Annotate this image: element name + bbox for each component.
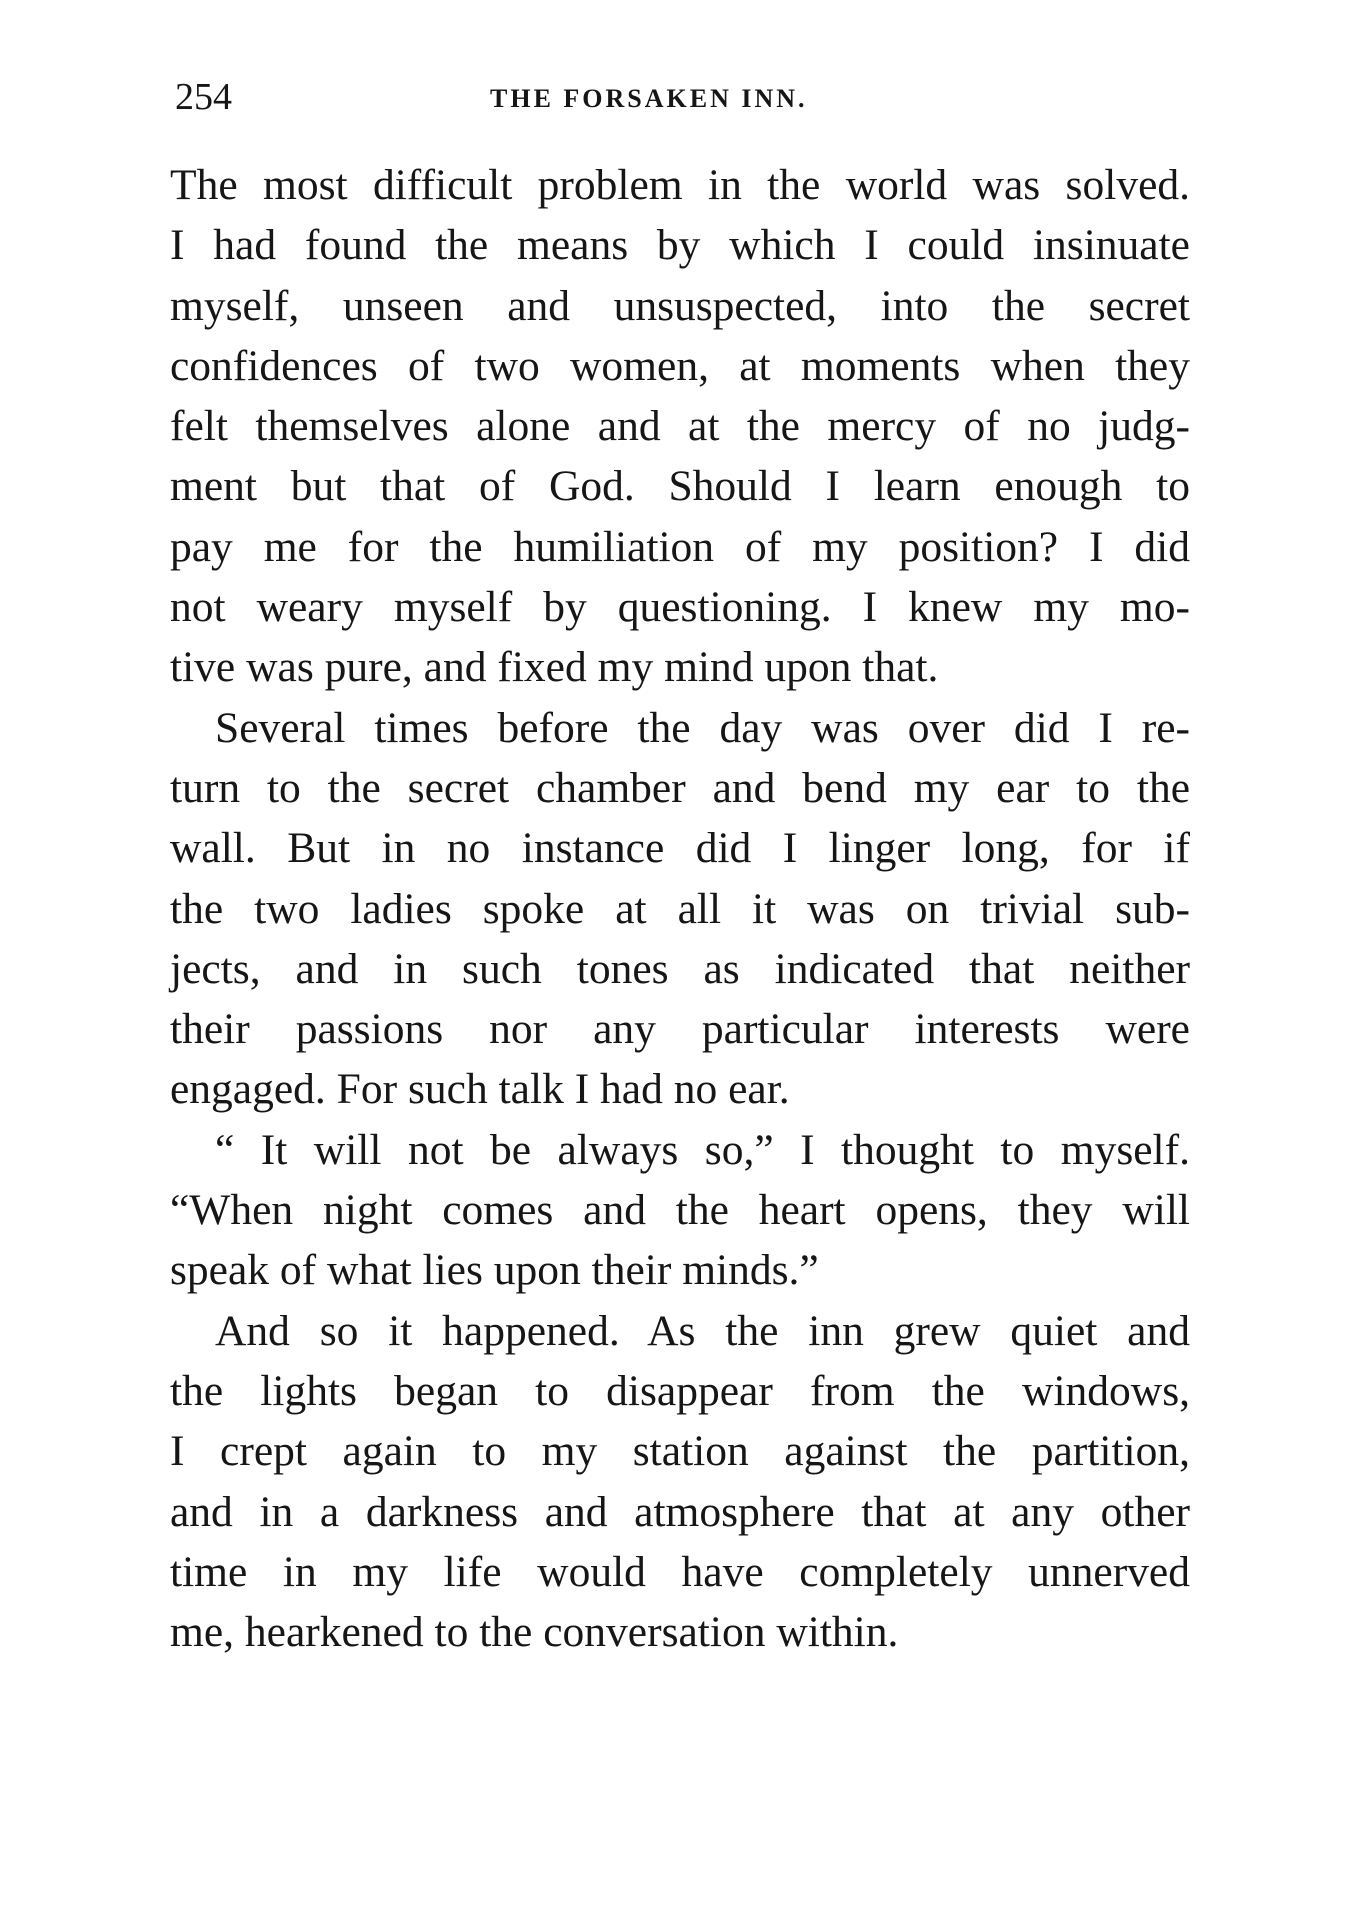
text-line: their passions nor any particular interests were bbox=[170, 1005, 1190, 1054]
text-line: Several times before the day was over did I re- bbox=[215, 703, 1190, 752]
text-line: myself, unseen and unsuspected, into the secret bbox=[170, 281, 1190, 330]
body-text bbox=[170, 155, 1190, 1662]
text-line: And so it happened. As the inn grew quiet and bbox=[215, 1306, 1190, 1355]
text-line: and in a darkness and atmosphere that at any other bbox=[170, 1487, 1190, 1536]
text-line: “When night comes and the heart opens, they will bbox=[170, 1186, 1190, 1235]
text-line: wall. But in no instance did I linger long, for if bbox=[170, 824, 1190, 873]
text-line: the two ladies spoke at all it was on trivial sub- bbox=[170, 884, 1190, 933]
text-line: I had found the means by which I could insinuate bbox=[170, 221, 1190, 270]
paragraph-4 bbox=[170, 1301, 1190, 1663]
text-line: confidences of two women, at moments when they bbox=[170, 341, 1190, 390]
paragraph-2 bbox=[170, 698, 1190, 1120]
running-head bbox=[170, 72, 1190, 122]
text-line: tive was pure, and fixed my mind upon that. bbox=[170, 643, 939, 692]
text-line: the lights began to disappear from the windows, bbox=[170, 1366, 1190, 1415]
text-line: felt themselves alone and at the mercy of no judg- bbox=[170, 402, 1190, 451]
running-title: THE FORSAKEN INN. bbox=[490, 84, 808, 113]
text-line: me, hearkened to the conversation within. bbox=[170, 1608, 899, 1657]
text-line: ment but that of God. Should I learn enough to bbox=[170, 462, 1190, 511]
text-line: pay me for the humiliation of my position? I did bbox=[170, 522, 1190, 571]
text-line: “ It will not be always so,” I thought to myself. bbox=[215, 1125, 1190, 1174]
paragraph-1 bbox=[170, 155, 1190, 698]
text-line: not weary myself by questioning. I knew my mo- bbox=[170, 583, 1190, 632]
text-line: speak of what lies upon their minds.” bbox=[170, 1246, 819, 1295]
text-line: time in my life would have completely unnerved bbox=[170, 1547, 1190, 1596]
page-number: 254 bbox=[175, 76, 232, 118]
text-line: I crept again to my station against the partition, bbox=[170, 1427, 1190, 1476]
text-line: turn to the secret chamber and bend my ear to the bbox=[170, 763, 1190, 812]
text-line: The most difficult problem in the world was solved. bbox=[170, 161, 1190, 209]
text-line: jects, and in such tones as indicated that neither bbox=[170, 944, 1190, 993]
text-line: engaged. For such talk I had no ear. bbox=[170, 1065, 790, 1114]
paragraph-3 bbox=[170, 1120, 1190, 1301]
